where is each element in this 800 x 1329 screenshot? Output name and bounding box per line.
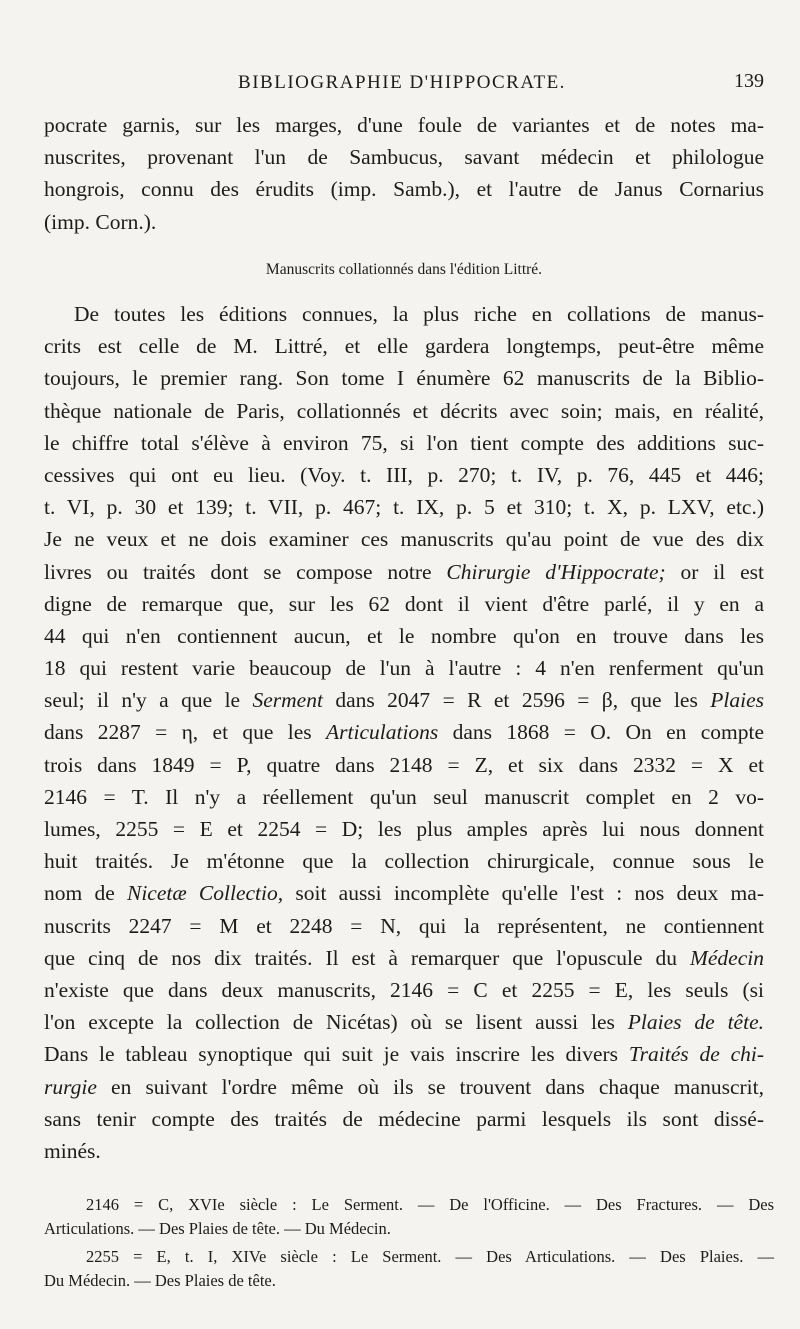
text-line: huit traités. Je m'étonne que la collection chirurgicale, connue sous le [44,849,764,874]
text-line: 2146 = T. Il n'y a réellement qu'un seul manuscrit complet en 2 vo- [44,784,764,809]
text-line: sans tenir compte des traités de médecine parmi lesquels ils sont dissé- [44,1106,764,1131]
text-line: nom de Nicetæ Collectio, soit aussi incomplète qu'elle l'est : nos deux ma- [44,881,764,906]
text-line: seul; il n'y a que le Serment dans 2047 = R et 2596 = β, que les Plaies [44,688,764,713]
note-line: Articulations. — Des Plaies de tête. — Du Médecin. [44,1219,391,1238]
continued-paragraph [44,109,764,238]
text-line: pocrate garnis, sur les marges, d'une foule de variantes et de notes ma- [44,113,764,137]
running-title: BIBLIOGRAPHIE D'HIPPOCRATE. [238,72,566,93]
text-line: trois dans 1849 = P, quatre dans 2148 = Z, et six dans 2332 = X et [44,752,764,777]
text-line: que cinq de nos dix traités. Il est à remarquer que l'opuscule du Médecin [44,945,764,970]
italic-title: Articulations [326,720,439,745]
text-line: lumes, 2255 = E et 2254 = D; les plus amples après lui nous donnent [44,817,764,841]
text-line: rurgie en suivant l'ordre même où ils se trouvent dans chaque manuscrit, [44,1074,764,1099]
italic-title: Plaies de tête. [627,1010,764,1035]
italic-title: Médecin [689,945,764,970]
italic-title: Nicetæ Collectio, [126,881,284,906]
text-line: (imp. Corn.). [44,209,157,234]
text-line: n'existe que dans deux manuscrits, 2146 = C et 2255 = E, les seuls (si [44,977,764,1002]
text-line: 44 qui n'en contiennent aucun, et le nombre qu'on en trouve dans les [44,623,764,648]
italic-title: Chirurgie d'Hippocrate; [446,559,666,584]
note-line: Du Médecin. — Des Plaies de tête. [44,1271,276,1290]
main-paragraph [44,298,764,1167]
note-line: 2255 = E, t. I, XIVe siècle : Le Serment. — Des Articulations. — Des Plaies. — [86,1247,774,1266]
italic-title: rurgie [44,1074,97,1099]
text-line: De toutes les éditions connues, la plus riche en collations de manus- [74,302,764,326]
text-line: l'on excepte la collection de Nicétas) où se lisent aussi les Plaies de tête. [44,1010,764,1035]
text-line: cessives qui ont eu lieu. (Voy. t. III, p. 270; t. IV, p. 76, 445 et 446; [44,462,764,487]
manuscript-notes [44,1193,774,1293]
text-line: t. VI, p. 30 et 139; t. VII, p. 467; t. IX, p. 5 et 310; t. X, p. LXV, etc.) [44,495,764,520]
text-line: toujours, le premier rang. Son tome I énumère 62 manuscrits de la Biblio- [44,366,764,391]
italic-title: Plaies [710,688,764,713]
text-line: nuscrites, provenant l'un de Sambucus, savant médecin et philologue [44,145,764,170]
text-line: thèque nationale de Paris, collationnés et décrits avec soin; mais, en réalité, [44,398,764,423]
italic-title: Serment [252,688,323,713]
text-line: le chiffre total s'élève à environ 75, si l'on tient compte des additions suc- [44,430,764,455]
text-line: Dans le tableau synoptique qui suit je vais inscrire les divers Traités de chi- [44,1042,765,1067]
text-line: crits est celle de M. Littré, et elle gardera longtemps, peut-être même [44,334,764,359]
text-line: livres ou traités dont se compose notre Chirurgie d'Hippocrate; or il est [44,559,764,584]
section-heading: Manuscrits collationnés dans l'édition Littré. [265,261,543,278]
text-line: nuscrits 2247 = M et 2248 = N, qui la représentent, ne contiennent [44,913,764,938]
manuscript-entry [44,1193,774,1241]
running-head [40,72,764,102]
text-line: Je ne veux et ne dois examiner ces manuscrits qu'au point de vue des dix [44,527,764,552]
text-line: minés. [44,1138,101,1163]
page-number: 139 [734,70,764,92]
italic-title: Traités de chi- [628,1042,765,1067]
text-line: hongrois, connu des érudits (imp. Samb.), et l'autre de Janus Cornarius [44,177,764,202]
text-line: dans 2287 = η, et que les Articulations dans 1868 = O. On en compte [44,720,764,745]
text-line: digne de remarque que, sur les 62 dont il vient d'être parlé, il y en a [44,591,764,616]
manuscript-entry [44,1245,774,1293]
note-line: 2146 = C, XVIe siècle : Le Serment. — De l'Officine. — Des Fractures. — Des [86,1195,774,1214]
text-line: 18 qui restent varie beaucoup de l'un à l'autre : 4 n'en renferment qu'un [44,656,764,681]
